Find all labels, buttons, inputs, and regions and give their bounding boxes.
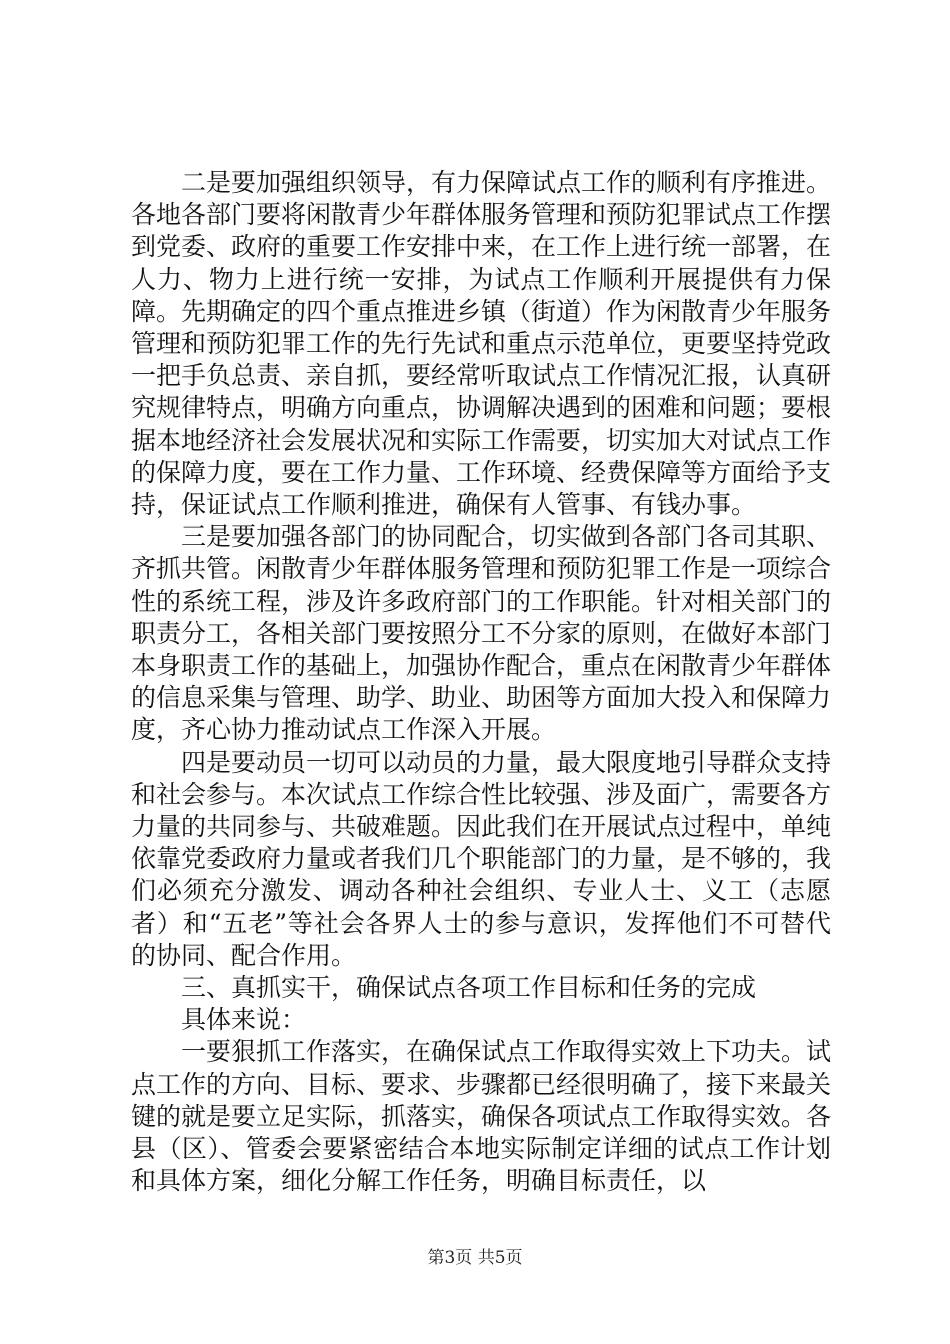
section-heading-implementation: 三、真抓实干，确保试点各项工作目标和任务的完成	[181, 973, 757, 1003]
paragraph-work-implementation: 一要狠抓工作落实，在确保试点工作取得实效上下功夫。试点工作的方向、目标、要求、步骤都已经很明确了，接下来最关键的就是要立足实际，抓落实，确保各项试点工作取得实效。各县（区）、管委会要紧密结合本地实际制定详细的试点工作计划和具体方案，细化分解工作任务，明确目标责任，以	[131, 1037, 832, 1196]
document-body	[131, 167, 831, 1198]
paragraph-department-coordination: 三是要加强各部门的协同配合，切实做到各部门各司其职、齐抓共管。闲散青少年群体服务管理和预防犯罪工作是一项综合性的系统工程，涉及许多政府部门的工作职能。针对相关部门的职责分工，各相关部门要按照分工不分家的原则，在做好本部门本身职责工作的基础上，加强协作配合，重点在闲散青少年群体的信息采集与管理、助学、助业、助困等方面加大投入和保障力度，齐心协力推动试点工作深入开展。	[131, 522, 832, 745]
paragraph-organization-leadership: 二是要加强组织领导，有力保障试点工作的顺利有序推进。各地各部门要将闲散青少年群体服务管理和预防犯罪试点工作摆到党委、政府的重要工作安排中来，在工作上进行统一部署，在人力、物力上进行统一安排，为试点工作顺利开展提供有力保障。先期确定的四个重点推进乡镇（街道）作为闲散青少年服务管理和预防犯罪工作的先行先试和重点示范单位，更要坚持党政一把手负总责、亲自抓，要经常听取试点工作情况汇报，认真研究规律特点，明确方向重点，协调解决遇到的困难和问题；要根据本地经济社会发展状况和实际工作需要，切实加大对试点工作的保障力度，要在工作力量、工作环境、经费保障等方面给予支持，保证试点工作顺利推进，确保有人管事、有钱办事。	[131, 168, 832, 520]
paragraph-mobilize-forces: 四是要动员一切可以动员的力量，最大限度地引导群众支持和社会参与。本次试点工作综合性比较强、涉及面广，需要各方力量的共同参与、共破难题。因此我们在开展试点过程中，单纯依靠党委政府力量或者我们几个职能部门的力量，是不够的，我们必须充分激发、调动各种社会组织、专业人士、义工（志愿者）和“五老”等社会各界人士的参与意识，发挥他们不可替代的协同、配合作用。	[131, 747, 832, 970]
paragraph-specifically: 具体来说：	[181, 1005, 307, 1035]
page-footer: 第3页 共5页	[427, 1248, 523, 1268]
